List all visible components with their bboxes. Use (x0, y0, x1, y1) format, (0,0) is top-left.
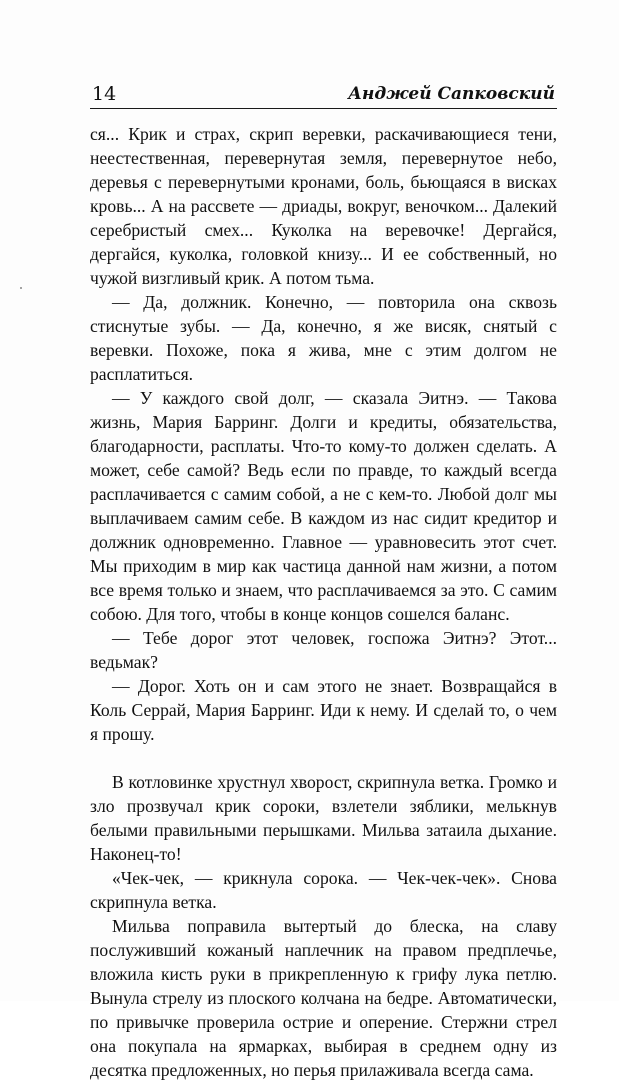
running-head-author: Анджей Сапковский (348, 84, 555, 104)
paragraph: ся... Крик и страх, скрип веревки, раскачивающиеся тени, неестественная, перевернутая земля, перевернутое небо, деревья с перевернутыми кронами, боль, бьющаяся в висках кровь... А на рассвете — дриады, вокруг, веночком... Далекий серебристый смех... Куколка на веревочке! Дергайся, дергайся, куколка, головкой книзу... И ее собственный, но чужой визгливый крик. А потом тьма. (90, 124, 557, 288)
paragraph: «Чек-чек, — крикнула сорока. — Чек-чек-чек». Снова скрипнула ветка. (90, 868, 557, 912)
paragraph: — Да, должник. Конечно, — повторила она сквозь стиснутые зубы. — Да, конечно, я же висяк, снятый с веревки. Похоже, пока я жива, мне с этим долгом не расплатиться. (90, 292, 557, 384)
scan-speck (20, 287, 22, 289)
paragraph: — У каждого свой долг, — сказала Эитнэ. — Такова жизнь, Мария Барринг. Долги и кредиты, обязательства, благодарности, расплаты. Что-то кому-то должен сделать. А может, себе самой? Ведь если по правде, то каждый всегда расплачивается с самим собой, а не с кем-то. Любой долг мы выплачиваем самим себе. В каждом из нас сидит кредитор и должник одновременно. Главное — уравновесить этот счет. Мы приходим в мир как частица данной нам жизни, а потом все время только и знаем, что расплачиваемся за это. С самим собою. Для того, чтобы в конце концов сошелся баланс. (90, 388, 557, 624)
running-header (90, 80, 557, 109)
paragraph: В котловинке хрустнул хворост, скрипнула ветка. Громко и зло прозвучал крик сороки, взлетели зяблики, мелькнув белыми правильными перышками. Мильва затаила дыхание. Наконец-то! (90, 772, 557, 864)
paragraph: — Тебе дорог этот человек, госпожа Эитнэ? Этот... ведьмак? (90, 628, 557, 672)
page-number: 14 (92, 83, 117, 105)
paragraph: Мильва поправила вытертый до блеска, на славу послуживший кожаный наплечник на правом предплечье, вложила кисть руки в прикрепленную к грифу лука петлю. Вынула стрелу из плоского колчана на бедре. Автоматически, по привычке проверила острие и оперение. Стержни стрел она покупала на ярмарках, выбирая в среднем одну из десятка предложенных, но перья прилаживала всегда сама. (90, 916, 557, 1080)
body-text (90, 122, 557, 1082)
paragraph: — Дорог. Хоть он и сам этого не знает. Возвращайся в Коль Серрай, Мария Барринг. Иди к нему. И сделай то, о чем я прошу. (90, 676, 557, 744)
